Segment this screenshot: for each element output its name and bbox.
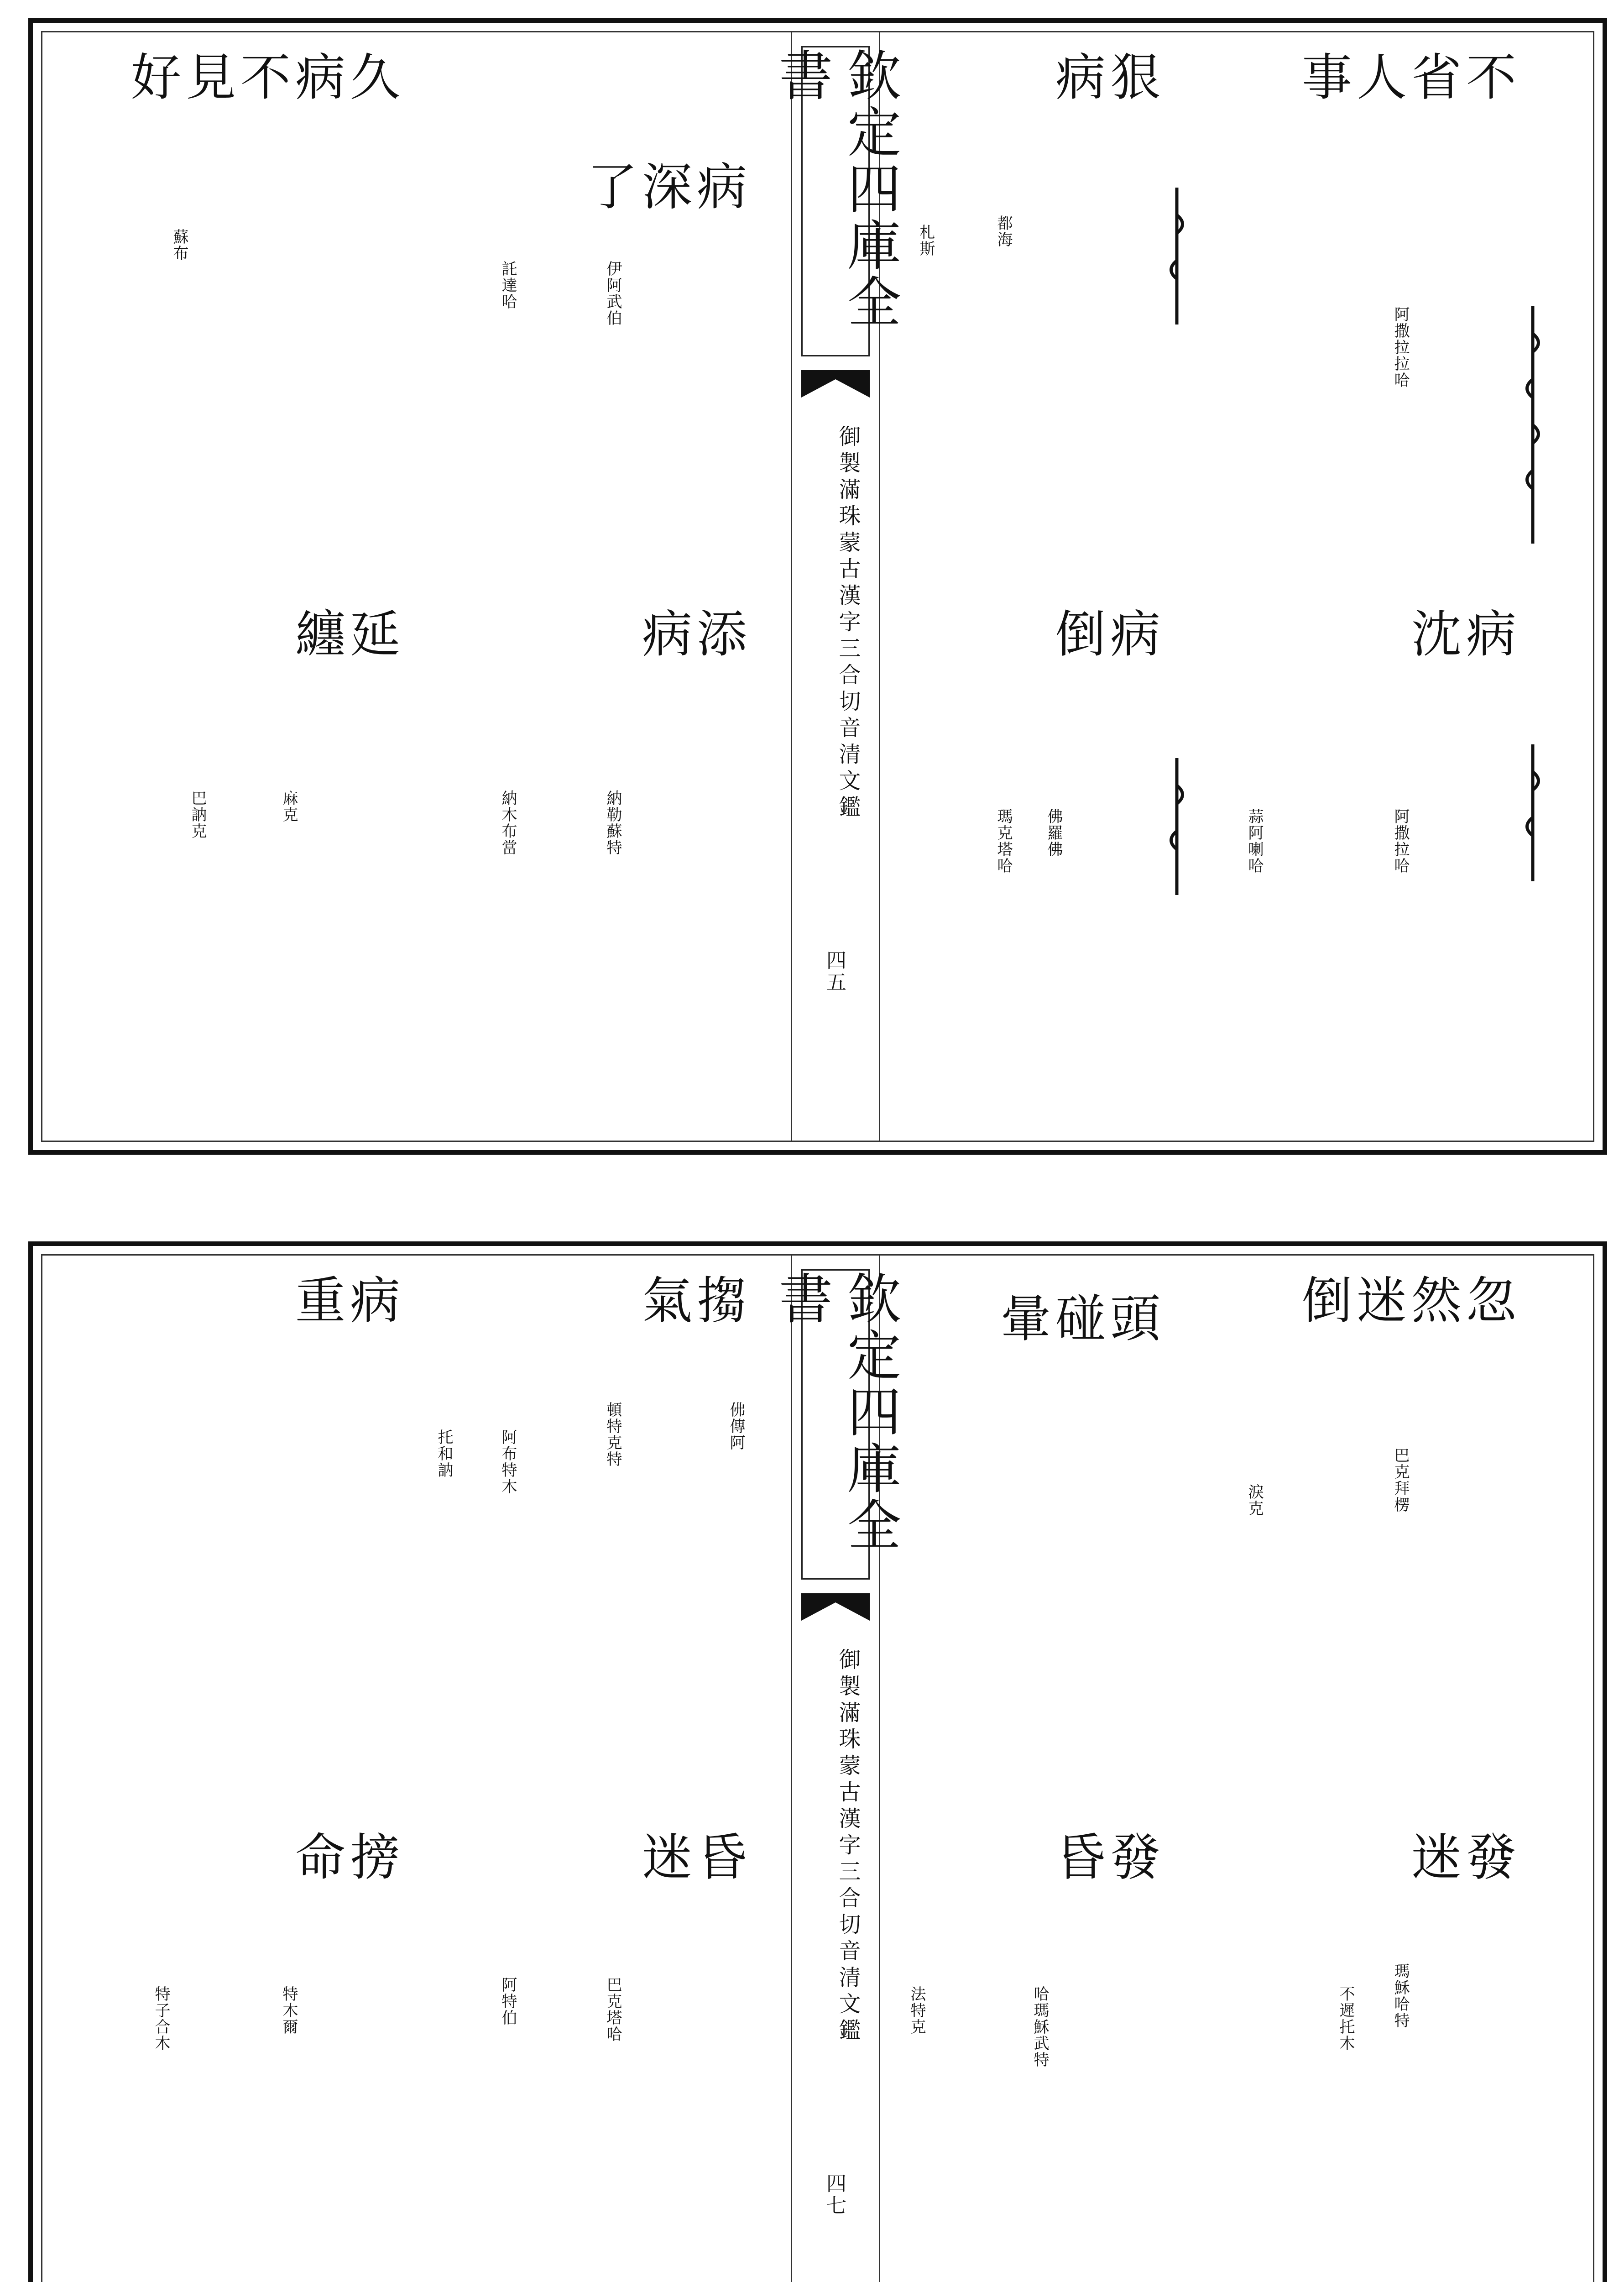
- han-entry: 忽然迷倒: [1294, 1274, 1516, 1332]
- spine-subtitle: 御製滿珠蒙古漢字三合切音清文鑑: [835, 425, 861, 822]
- han-entry: 延纏: [287, 607, 400, 666]
- spine-page-number: 四五: [823, 950, 846, 994]
- gloss-text: 阿特伯: [499, 1977, 517, 2026]
- han-entry: 病深了: [579, 160, 747, 219]
- han-entry: 不省人事: [1294, 51, 1516, 109]
- gloss-text: 伊阿武伯: [604, 261, 622, 326]
- fish-tail-ornament: [801, 370, 870, 398]
- gloss-text: 納木布當: [499, 790, 517, 856]
- gloss-text: 阿撒拉哈: [1391, 808, 1410, 874]
- manchu-script-mark: [1163, 758, 1191, 995]
- han-entry: 發昏: [1047, 1831, 1160, 1889]
- han-entry: 發迷: [1403, 1831, 1516, 1889]
- han-entry: 頭碰暈: [992, 1292, 1160, 1350]
- right-half: [880, 1256, 1593, 2282]
- manchu-script-mark: [1519, 306, 1546, 544]
- spine-title: 欽定四庫全書: [801, 46, 870, 356]
- gloss-text: 特子合木: [152, 1986, 170, 2052]
- gloss-text: 札斯: [917, 224, 935, 257]
- gloss-text: 巴訥克: [188, 790, 207, 839]
- han-entry: 狠病: [1047, 51, 1160, 109]
- gloss-text: 托和訥: [435, 1429, 453, 1478]
- gloss-text: 頓特克特: [604, 1402, 622, 1467]
- gloss-text: 特木爾: [280, 1986, 298, 2035]
- top-page: [28, 18, 1607, 1155]
- han-entry: 病倒: [1047, 607, 1160, 666]
- gloss-text: 納勒蘇特: [604, 790, 622, 856]
- gloss-text: 佛羅佛: [1044, 808, 1063, 858]
- bottom-page: [28, 1241, 1607, 2282]
- han-entry: 昏迷: [634, 1831, 747, 1889]
- han-entry: 添病: [634, 607, 747, 666]
- han-entry: 搊氣: [634, 1274, 747, 1332]
- gloss-text: 哈瑪穌武特: [1031, 1986, 1049, 2068]
- gloss-text: 託達哈: [499, 261, 517, 310]
- han-entry: 病重: [287, 1274, 400, 1332]
- gloss-text: 不遲托木: [1337, 1986, 1355, 2052]
- page-frame: [41, 1254, 1594, 2282]
- gloss-text: 都海: [994, 215, 1013, 248]
- right-half: [880, 32, 1593, 1141]
- gloss-text: 巴克塔哈: [604, 1977, 622, 2042]
- center-spine: [770, 32, 901, 1141]
- manchu-script-mark: [1163, 188, 1191, 425]
- gloss-text: 淚克: [1245, 1484, 1264, 1517]
- gloss-text: 蘇布: [170, 229, 188, 262]
- gloss-text: 法特克: [908, 1986, 926, 2035]
- spine-title: 欽定四庫全書: [801, 1269, 870, 1580]
- page-frame: [41, 31, 1594, 1142]
- gloss-text: 阿撒拉拉哈: [1391, 306, 1410, 388]
- gloss-text: 麻克: [280, 790, 298, 823]
- han-entry: 搒命: [287, 1831, 400, 1889]
- left-half: [42, 32, 789, 1141]
- spine-page-number: 四七: [823, 2173, 846, 2217]
- manchu-script-mark: [1519, 744, 1546, 982]
- center-spine: [770, 1256, 901, 2282]
- gloss-text: 瑪穌哈特: [1391, 1963, 1410, 2029]
- left-half: [42, 1256, 789, 2282]
- spine-subtitle: 御製滿珠蒙古漢字三合切音清文鑑: [835, 1648, 861, 2045]
- fish-tail-ornament: [801, 1593, 870, 1621]
- han-entry: 病沈: [1403, 607, 1516, 666]
- gloss-text: 瑪克塔哈: [994, 808, 1013, 874]
- gloss-text: 阿布特木: [499, 1429, 517, 1495]
- han-entry: 久病不見好: [123, 51, 400, 109]
- gloss-text: 巴克拜楞: [1391, 1447, 1410, 1513]
- gloss-text: 蒜阿喇哈: [1245, 808, 1264, 874]
- gloss-text: 佛傳阿: [727, 1402, 745, 1451]
